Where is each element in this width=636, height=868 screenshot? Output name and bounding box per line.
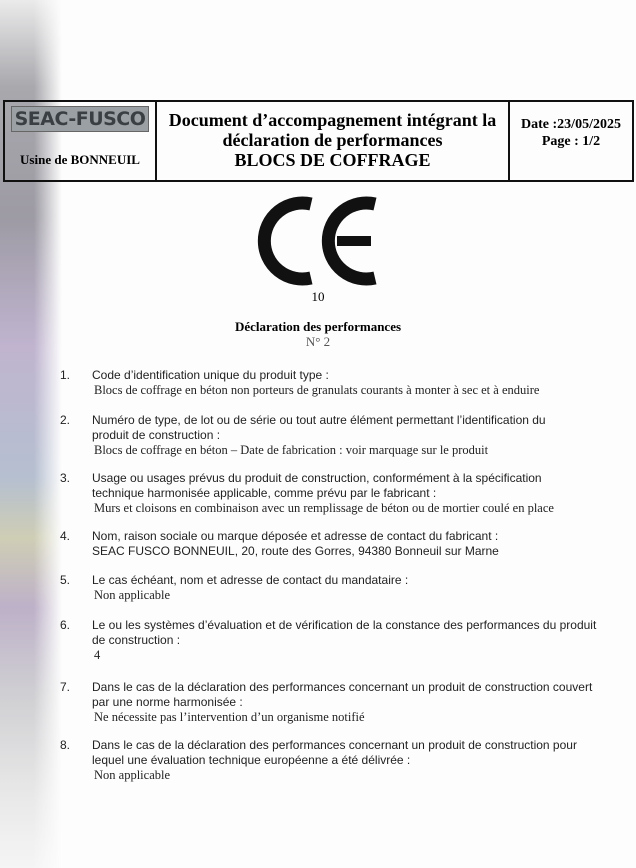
item-number: 6.	[60, 618, 71, 632]
item-question: produit de construction :	[92, 428, 221, 442]
item-question: Numéro de type, de lot ou de série ou tout autre élément permettant l’identification du	[92, 413, 546, 427]
date-cell	[510, 102, 632, 180]
list-item	[60, 471, 620, 516]
item-question: lequel une évaluation technique européenne a été délivrée :	[92, 753, 411, 767]
list-item	[60, 413, 620, 458]
list-item	[60, 368, 620, 398]
list-item	[60, 573, 620, 603]
date: Date :23/05/2025	[521, 117, 621, 132]
item-answer: 4	[94, 648, 101, 662]
item-answer: Murs et cloisons en combinaison avec un remplissage de béton ou de mortier coulé en place	[94, 501, 554, 515]
list-item	[60, 738, 620, 783]
title-line: Document d’accompagnement intégrant la	[168, 110, 497, 130]
item-number: 1.	[60, 368, 71, 382]
item-answer: Blocs de coffrage en béton non porteurs de granulats courants à monter à sec et à enduire	[94, 383, 540, 397]
title-line: BLOCS DE COFFRAGE	[234, 150, 431, 170]
ce-mark-icon	[255, 196, 381, 286]
company-cell	[5, 102, 157, 180]
item-number: 2.	[60, 413, 71, 427]
item-number: 3.	[60, 471, 71, 485]
item-number: 8.	[60, 738, 71, 752]
ce-number: 10	[311, 289, 325, 304]
item-question: SEAC FUSCO BONNEUIL, 20, route des Gorres, 94380 Bonneuil sur Marne	[92, 544, 499, 558]
list-item	[60, 680, 620, 725]
item-question: Dans le cas de la déclaration des performances concernant un produit de construction pour	[92, 738, 577, 752]
item-question: Le ou les systèmes d’évaluation et de vérification de la constance des performances du produit	[92, 618, 597, 632]
item-question: Usage ou usages prévus du produit de construction, conformément à la spécification	[92, 471, 542, 485]
declaration-number: N° 2	[305, 334, 331, 349]
title-line: déclaration de performances	[222, 130, 443, 150]
document-title	[157, 102, 510, 180]
item-answer: Blocs de coffrage en béton – Date de fabrication : voir marquage sur le produit	[94, 443, 489, 457]
item-question: Dans le cas de la déclaration des performances concernant un produit de construction couvert	[92, 680, 593, 694]
item-answer: Non applicable	[94, 588, 171, 602]
item-number: 4.	[60, 529, 71, 543]
document-header	[3, 100, 634, 182]
item-question: technique harmonisée applicable, comme prévu par le fabricant :	[92, 486, 437, 500]
list-item	[60, 529, 620, 559]
page-number: Page : 1/2	[541, 134, 601, 149]
item-question: par une norme harmonisée :	[92, 695, 243, 709]
item-answer: Non applicable	[94, 768, 171, 782]
list-item	[60, 618, 620, 663]
item-number: 7.	[60, 680, 71, 694]
company-logo: SEAC-FUSCO	[11, 106, 149, 132]
site-name: Usine de BONNEUIL	[20, 152, 140, 167]
item-question: de construction :	[92, 633, 181, 647]
item-question: Le cas échéant, nom et adresse de contact du mandataire :	[92, 573, 409, 587]
item-answer: Ne nécessite pas l’intervention d’un organisme notifié	[94, 710, 365, 724]
item-question: Nom, raison sociale ou marque déposée et adresse de contact du fabricant :	[92, 529, 499, 543]
item-question: Code d’identification unique du produit type :	[92, 368, 329, 382]
declaration-title: Déclaration des performances	[234, 319, 402, 334]
item-number: 5.	[60, 573, 71, 587]
